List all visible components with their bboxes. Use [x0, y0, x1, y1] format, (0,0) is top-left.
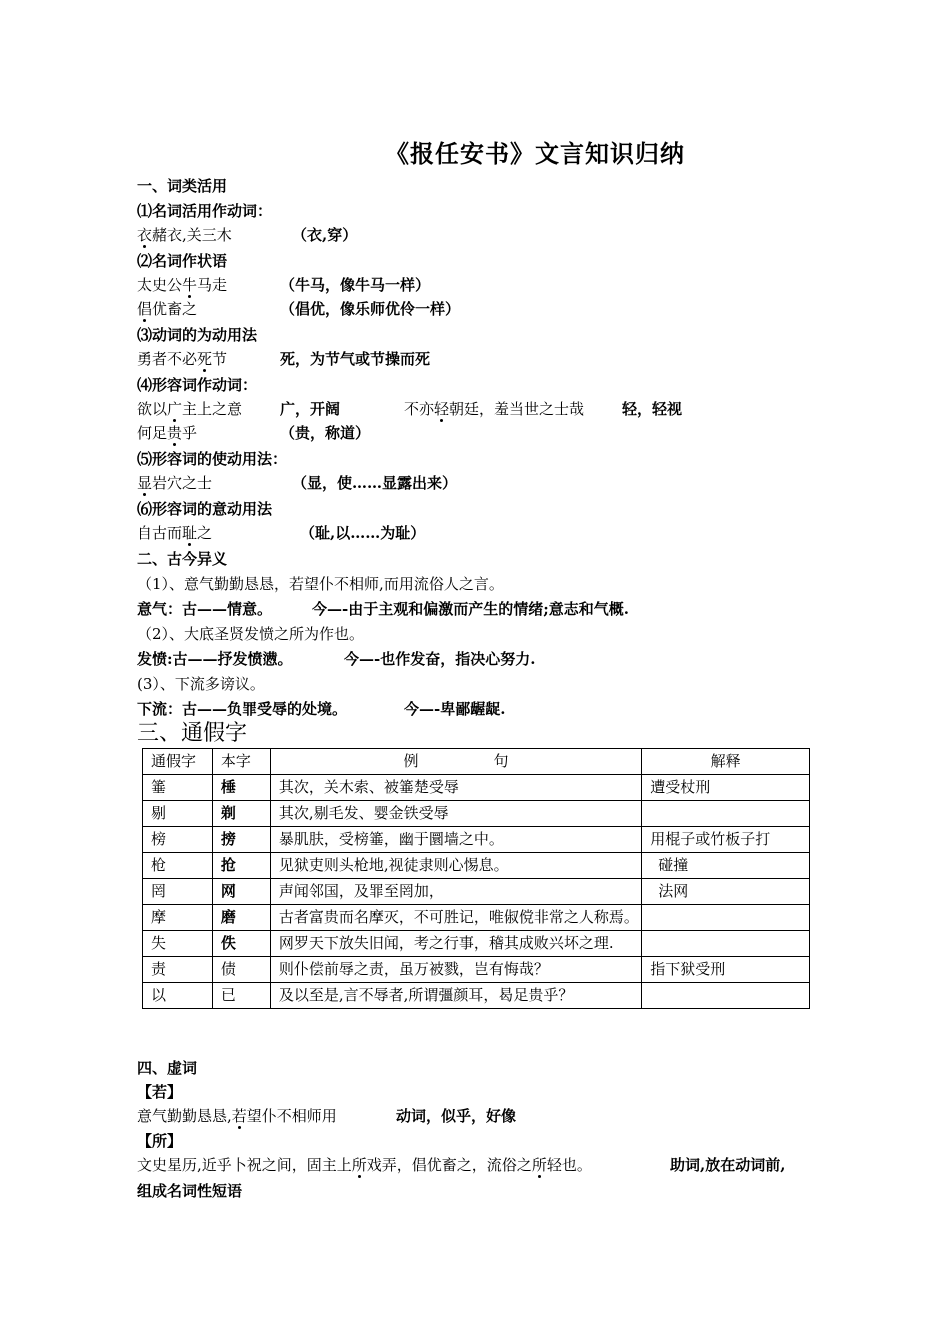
note-noun-as-verb: （衣,穿） — [292, 226, 358, 244]
cell-explanation: 遭受杖刑 — [642, 775, 810, 801]
header-example: 例 句 — [270, 749, 641, 775]
note-gui: （贵，称道） — [280, 424, 371, 442]
note-suo-continued: 组成名词性短语 — [137, 1182, 243, 1200]
emphasis-char: 显 — [137, 474, 153, 492]
note-chi: （耻,以……为耻） — [300, 524, 426, 542]
table-row — [143, 853, 810, 879]
note-ruo: 动词，似乎，好像 — [396, 1107, 517, 1125]
example-noun-as-verb — [137, 225, 232, 245]
cell-original: 网 — [212, 879, 270, 905]
emphasis-char: 轻 — [434, 400, 450, 418]
cell-original: 抢 — [212, 853, 270, 879]
emphasis-char: 所 — [531, 1156, 547, 1174]
subheading-adj-as-verb: ⑷形容词作动词： — [137, 376, 258, 394]
cell-tongjia: 责 — [143, 957, 213, 983]
cell-original: 磨 — [212, 905, 270, 931]
note-niuma: （牛马，像牛马一样） — [280, 276, 431, 294]
cell-example: 见狱吏则头枪地,视徒隶则心惕息。 — [270, 853, 641, 879]
table-row — [143, 879, 810, 905]
cell-original: 搒 — [212, 827, 270, 853]
cell-explanation: 用棍子或竹板子打 — [642, 827, 810, 853]
emphasis-char: 衣 — [137, 226, 153, 244]
cell-explanation — [642, 931, 810, 957]
emphasis-char: 广 — [167, 400, 183, 418]
subheading-noun-as-verb: ⑴名词活用作动词： — [137, 202, 273, 220]
emphasis-char: 牛 — [182, 276, 198, 294]
cell-example: 古者富贵而名摩灭，不可胜记，唯俶傥非常之人称焉。 — [270, 905, 641, 931]
ancient-modern-sentence-2: （2）、大底圣贤发愤之所为作也。 — [137, 625, 365, 643]
table-row — [143, 827, 810, 853]
emphasis-char: 倡 — [137, 300, 153, 318]
example-suo: 文史星历,近乎卜祝之间，固主上所戏弄，倡优畜之，流俗之所轻也。 — [137, 1156, 592, 1174]
note-qing: 轻，轻视 — [622, 400, 683, 418]
example-chi: 自古而耻之 — [137, 524, 213, 542]
cell-tongjia: 摩 — [143, 905, 213, 931]
cell-example: 则仆偿前辱之责，虽万被戮，岂有悔哉？ — [270, 957, 641, 983]
example-qing: 不亦轻朝廷，羞当世之士哉 — [404, 400, 585, 418]
table-row — [143, 905, 810, 931]
cell-tongjia: 枪 — [143, 853, 213, 879]
emphasis-char: 耻 — [182, 524, 198, 542]
cell-original: 棰 — [212, 775, 270, 801]
example-text: 赭衣,关三木 — [152, 226, 232, 244]
cell-example: 网罗天下放失旧闻，考之行事，稽其成败兴坏之理. — [270, 931, 641, 957]
subheading-adj-causative: ⑸形容词的使动用法： — [137, 450, 288, 468]
cell-tongjia: 罔 — [143, 879, 213, 905]
ancient-modern-sentence-1: （1）、意气勤勤恳恳，若望仆不相师,而用流俗人之言。 — [137, 575, 504, 593]
header-explanation: 解释 — [642, 749, 810, 775]
cell-tongjia: 箠 — [143, 775, 213, 801]
header-original-char: 本字 — [212, 749, 270, 775]
example-sijie: 勇者不必死节 — [137, 350, 228, 368]
page-title: 《报任安书》文言知识归纳 — [385, 139, 685, 168]
tongjia-table — [142, 748, 810, 1009]
note-suo: 助词,放在动词前, — [670, 1156, 786, 1174]
cell-original: 已 — [212, 983, 270, 1009]
section-heading-word-class: 一、词类活用 — [137, 177, 228, 195]
cell-tongjia: 剔 — [143, 801, 213, 827]
cell-example: 暴肌肤，受榜箠，幽于圜墙之中。 — [270, 827, 641, 853]
example-niuma: 太史公牛马走 — [137, 276, 228, 294]
cell-explanation: 指下狱受刑 — [642, 957, 810, 983]
subheading-verb-for-usage: ⑶动词的为动用法 — [137, 326, 258, 344]
modern-meaning-2: 今—-也作发奋，指决心努力. — [344, 650, 536, 668]
table-row — [143, 931, 810, 957]
section-heading-tongjia: 三、通假字 — [137, 721, 248, 746]
example-xian: 显岩穴之士 — [137, 474, 213, 492]
subheading-noun-as-adverbial: ⑵名词作状语 — [137, 252, 228, 270]
ancient-meaning-1: 意气：古——情意。 — [137, 600, 273, 618]
header-tongjia-char: 通假字 — [143, 749, 213, 775]
section-heading-ancient-modern: 二、古今异义 — [137, 550, 228, 568]
example-ruo: 意气勤勤恳恳,若望仆不相师用 — [137, 1107, 337, 1125]
cell-tongjia: 失 — [143, 931, 213, 957]
cell-example: 其次，关木索、被箠楚受辱 — [270, 775, 641, 801]
cell-example: 其次,剔毛发、婴金铁受辱 — [270, 801, 641, 827]
note-xian: （显，使……显露出来） — [292, 474, 458, 492]
example-guang: 欲以广主上之意 — [137, 400, 243, 418]
emphasis-char: 贵 — [167, 424, 183, 442]
cell-explanation — [642, 801, 810, 827]
cell-explanation — [642, 983, 810, 1009]
emphasis-char: 所 — [351, 1156, 367, 1174]
note-guang: 广，开阔 — [280, 400, 341, 418]
ancient-modern-sentence-3: (3）、下流多谤议。 — [137, 675, 265, 693]
cell-original: 佚 — [212, 931, 270, 957]
note-sijie: 死，为节气或节操而死 — [280, 350, 431, 368]
ancient-meaning-3: 下流：古——负罪受辱的处境。 — [137, 700, 348, 718]
cell-original: 债 — [212, 957, 270, 983]
emphasis-char: 若 — [231, 1107, 247, 1125]
cell-explanation — [642, 905, 810, 931]
cell-example: 声闻邻国，及罪至罔加， — [270, 879, 641, 905]
example-gui: 何足贵乎 — [137, 424, 198, 442]
cell-tongjia: 榜 — [143, 827, 213, 853]
cell-explanation: 法网 — [642, 879, 810, 905]
table-row — [143, 957, 810, 983]
modern-meaning-1: 今—-由于主观和偏激而产生的情绪;意志和气概. — [312, 600, 629, 618]
function-word-label-suo: 【所】 — [137, 1132, 183, 1150]
cell-original: 剃 — [212, 801, 270, 827]
table-row — [143, 983, 810, 1009]
table-header-row — [143, 749, 810, 775]
section-heading-function-words: 四、虚词 — [137, 1059, 198, 1077]
function-word-label-ruo: 【若】 — [137, 1083, 183, 1101]
table-row — [143, 801, 810, 827]
note-changyou: （倡优，像乐师优伶一样） — [280, 300, 461, 318]
cell-example: 及以至是,言不辱者,所谓彊颜耳，曷足贵乎？ — [270, 983, 641, 1009]
modern-meaning-3: 今—-卑鄙龌龊. — [404, 700, 506, 718]
ancient-meaning-2: 发愤:古——抒发愤懑。 — [137, 650, 293, 668]
subheading-adj-putative: ⑹形容词的意动用法 — [137, 500, 273, 518]
cell-explanation: 碰撞 — [642, 853, 810, 879]
example-changyou: 倡优畜之 — [137, 300, 198, 318]
table-row — [143, 775, 810, 801]
emphasis-char: 死 — [197, 350, 213, 368]
cell-tongjia: 以 — [143, 983, 213, 1009]
